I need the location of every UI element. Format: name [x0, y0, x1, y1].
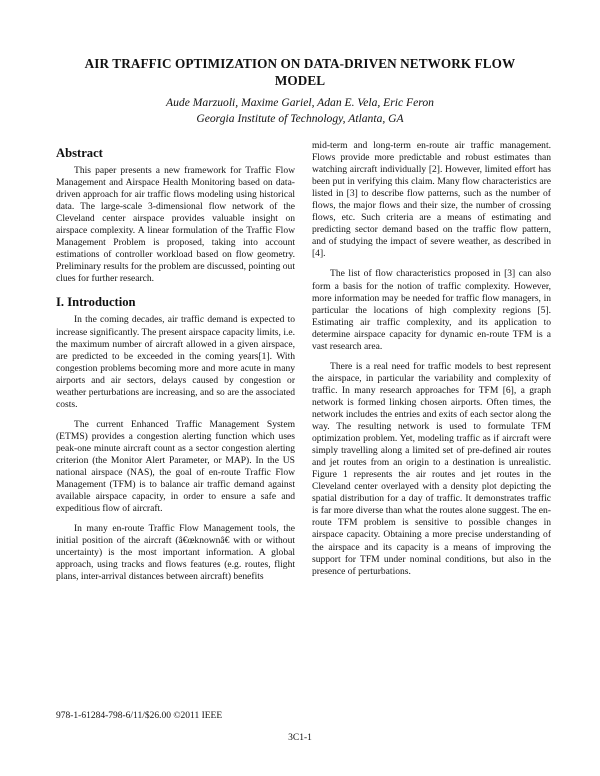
intro-paragraph-5: The list of flow characteristics proposed in [3] can also form a basis for the notion of traffic complexity. However, more information may be needed for traffic flow managers, in particular the locations of high complexity regions [5]. Estimating air traffic complexity, and its application to determine airspace capacity for dynamic en-route TFM is a vast research area.	[312, 268, 551, 352]
page-number: 3C1-1	[288, 733, 312, 743]
introduction-heading: I. Introduction	[56, 295, 136, 310]
intro-paragraph-3: In many en-route Traffic Flow Management tools, the initial position of the aircraft (â€œknownâ€ with or without uncertainty) is the most important information. A global approach, using tracks and flows features (e.g. routes, flight plans, inter-arrival distances between aircraft) benefits	[56, 523, 295, 583]
author-names: Aude Marzuoli, Maxime Gariel, Adan E. Vela, Eric Feron	[166, 96, 434, 109]
abstract-text: This paper presents a new framework for Traffic Flow Management and Airspace Health Monitoring based on data-driven approach for air traffic flows modeling using historical data. The large-scale 3-dimensional flow network of the Cleveland center airspace provides valuable insight on airspace complexity. A linear formulation of the Traffic Flow Management Problem is proposed, taking into account estimations of controller workload based on flow geometry. Preliminary results for the problem are discussed, pointing out clues for further research.	[56, 165, 295, 285]
intro-paragraph-2: The current Enhanced Traffic Management System (ETMS) provides a congestion alerting function which uses peak-one minute aircraft count as a sector congestion alerting criterion (the Monitor Alert Parameter, or MAP). In the US national airspace (NAS), the goal of en-route Traffic Flow Management (TFM) is to balance air traffic demand against available airspace capacity, in order to ensure a safe and expeditious flow of aircraft.	[56, 418, 295, 515]
copyright-footer: 978-1-61284-798-6/11/$26.00 ©2011 IEEE	[56, 711, 223, 721]
paper-title: AIR TRAFFIC OPTIMIZATION ON DATA-DRIVEN NETWORK FLOW MODEL	[84, 56, 516, 88]
intro-paragraph-1: In the coming decades, air traffic demand is expected to increase significantly. The present airspace capacity limits, i.e. the maximum number of aircraft allowed in a given airspace, are predicted to be exceeded in the coming years[1]. With congestion problems becoming more and more acute in many airports and air sectors, delays caused by congestion or weather perturbations are increasing, and so are the associated costs.	[56, 314, 295, 410]
intro-paragraph-4: mid-term and long-term en-route air traffic management. Flows provide more predictable and robust estimates than watching aircraft individually [2]. However, limited effort has been put in verifying this claim. Many flow characteristics are listed in [3] to describe flow patterns, such as the number of flows, the major flows and their size, the number of crossing flows, etc. Such criteria are a means of estimating and predicting sector demand based on the traffic flow pattern, and of studying the impact of severe weather, as described in [4].	[312, 140, 551, 260]
abstract-heading: Abstract	[56, 146, 103, 160]
affiliation: Georgia Institute of Technology, Atlanta, GA	[196, 112, 404, 125]
right-column	[312, 140, 551, 586]
author-block	[60, 95, 540, 127]
left-column	[56, 140, 295, 591]
intro-paragraph-6: There is a real need for traffic models to best represent the airspace, in particular the variability and complexity of traffic. In many research approaches for TFM [6], a graph network is formed linking chosen airports. Often times, the network includes the entries and exits of each sector along the way. The resulting network is used to formulate TFM optimization problem. Yet, modeling traffic as if aircraft were simply travelling along a limited set of pre-defined air routes and jet routes from an origin to a destination is unrealistic. Figure 1 represents the air routes and jet routes in the Cleveland center overlayed with a density plot depicting the spatial distribution for a day of traffic. It demonstrates traffic is far more diverse than what the routes alone suggest. The en-route TFM problem is sensitive to possible changes in airspace capacity. Obtaining a more precise understanding of the airspace and its capacity is a means of improving the support for TFM under nominal conditions, but also in the presence of perturbations.	[312, 360, 551, 577]
